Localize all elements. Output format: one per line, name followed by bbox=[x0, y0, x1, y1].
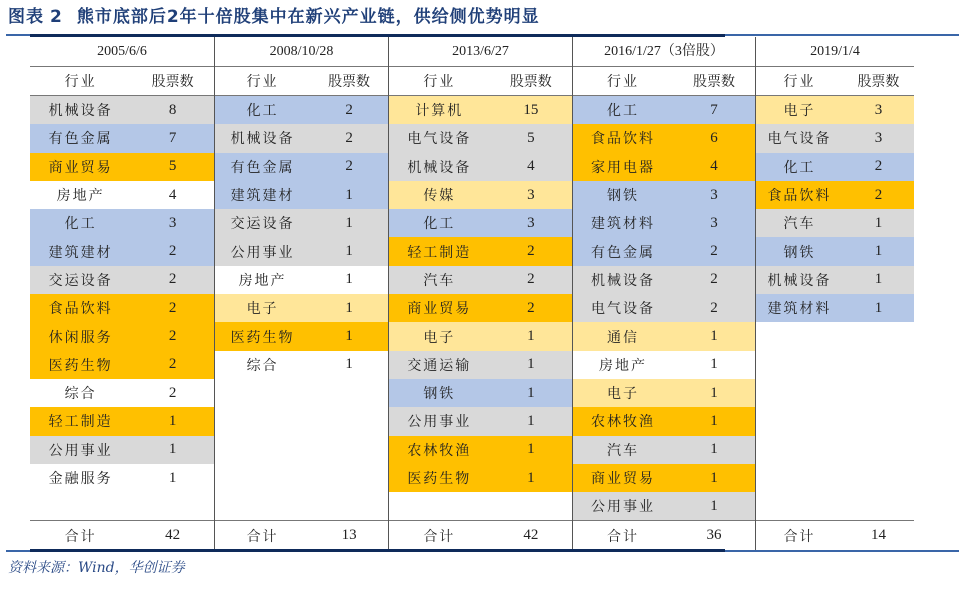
table-row bbox=[756, 266, 914, 294]
table-row bbox=[30, 464, 214, 492]
table-row bbox=[30, 379, 214, 407]
table-row bbox=[756, 294, 914, 322]
stock-count: 3 bbox=[168, 214, 177, 231]
industry-name: 传媒 bbox=[423, 188, 456, 205]
industry-name: 机械设备 bbox=[48, 103, 113, 120]
industry-name: 公用事业 bbox=[48, 442, 113, 459]
total-label: 合计 bbox=[783, 528, 816, 545]
stock-count: 1 bbox=[710, 356, 718, 373]
industry-name: 医药生物 bbox=[407, 471, 472, 487]
stock-count: 1 bbox=[710, 384, 718, 401]
stock-count: 1 bbox=[527, 412, 535, 429]
industry-name: 公用事业 bbox=[591, 499, 656, 516]
stock-count: 2 bbox=[168, 328, 177, 345]
table-row bbox=[215, 294, 388, 322]
industry-name: 建筑材料 bbox=[767, 301, 832, 318]
stock-count: 1 bbox=[168, 469, 177, 486]
stock-count: 5 bbox=[168, 158, 177, 175]
industry-name: 食品饮料 bbox=[591, 131, 656, 148]
stock-count: 4 bbox=[710, 158, 718, 175]
stock-count: 1 bbox=[527, 469, 535, 486]
industry-name: 建筑材料 bbox=[591, 216, 656, 233]
table-row bbox=[30, 351, 214, 379]
period-date: 2005/6/6 bbox=[30, 37, 214, 67]
table-row bbox=[389, 237, 572, 265]
source-note: 资料来源：Wind，华创证券 bbox=[8, 560, 185, 576]
stock-count: 2 bbox=[710, 271, 718, 288]
stock-count: 5 bbox=[527, 129, 535, 146]
table-row bbox=[389, 436, 572, 464]
table-row bbox=[215, 153, 388, 181]
industry-name: 房地产 bbox=[238, 272, 287, 289]
table-row bbox=[30, 153, 214, 181]
stock-count: 6 bbox=[710, 129, 718, 146]
stock-count: 1 bbox=[345, 214, 353, 231]
count-header: 股票数 bbox=[693, 74, 736, 90]
total-label: 合计 bbox=[423, 528, 456, 545]
table-row bbox=[573, 96, 755, 124]
industry-header: 行业 bbox=[423, 74, 456, 90]
period-date: 2016/1/27（3倍股） bbox=[573, 37, 755, 67]
industry-name: 通信 bbox=[607, 329, 640, 346]
industry-name: 化工 bbox=[423, 216, 456, 233]
industry-name: 有色金属 bbox=[230, 159, 295, 176]
stock-count: 1 bbox=[345, 328, 353, 345]
stock-count: 7 bbox=[710, 101, 718, 118]
table-row bbox=[30, 294, 214, 322]
stock-count: 2 bbox=[874, 158, 883, 175]
stock-count: 1 bbox=[874, 299, 883, 316]
stock-count: 2 bbox=[168, 384, 177, 401]
figure-title bbox=[8, 4, 540, 30]
table-row bbox=[573, 407, 755, 435]
ten-bagger-table bbox=[30, 37, 914, 550]
industry-name: 商业贸易 bbox=[407, 301, 472, 318]
industry-name: 农林牧渔 bbox=[407, 442, 472, 459]
total-label: 合计 bbox=[607, 528, 640, 545]
stock-count: 2 bbox=[168, 299, 177, 316]
period-date: 2013/6/27 bbox=[389, 37, 572, 67]
stock-count: 1 bbox=[168, 412, 177, 429]
industry-name: 医药生物 bbox=[48, 357, 113, 374]
table-row bbox=[389, 153, 572, 181]
count-header: 股票数 bbox=[151, 74, 194, 90]
table-row bbox=[573, 124, 755, 152]
industry-name: 房地产 bbox=[599, 357, 648, 374]
industry-name: 电气设备 bbox=[767, 131, 832, 148]
figure-label: 图表 bbox=[8, 7, 44, 27]
industry-name: 汽车 bbox=[607, 442, 640, 459]
table-row bbox=[573, 153, 755, 181]
total-row bbox=[756, 520, 914, 550]
stock-count: 2 bbox=[527, 299, 535, 316]
industry-name: 钢铁 bbox=[783, 244, 816, 261]
stock-count: 1 bbox=[710, 469, 718, 486]
table-row bbox=[215, 96, 388, 124]
table-row bbox=[756, 181, 914, 209]
stock-count: 8 bbox=[168, 101, 177, 118]
stock-count: 1 bbox=[710, 328, 718, 345]
stock-count: 2 bbox=[168, 243, 177, 260]
stock-count: 4 bbox=[527, 158, 535, 175]
stock-count: 1 bbox=[527, 441, 535, 458]
stock-count: 3 bbox=[874, 129, 883, 146]
stock-count: 2 bbox=[345, 129, 353, 146]
industry-name: 汽车 bbox=[783, 216, 816, 233]
column-header-row bbox=[389, 67, 572, 96]
stock-count: 1 bbox=[874, 214, 883, 231]
table-row bbox=[215, 124, 388, 152]
total-label: 合计 bbox=[246, 528, 279, 545]
table-row bbox=[573, 464, 755, 492]
stock-count: 2 bbox=[168, 271, 177, 288]
period-panel bbox=[30, 37, 215, 550]
stock-count: 4 bbox=[168, 186, 177, 203]
industry-name: 钢铁 bbox=[423, 386, 456, 403]
industry-name: 商业贸易 bbox=[48, 159, 113, 176]
table-row bbox=[756, 124, 914, 152]
industry-name: 有色金属 bbox=[591, 244, 656, 261]
stock-count: 2 bbox=[345, 101, 353, 118]
table-row bbox=[573, 294, 755, 322]
table-row bbox=[389, 181, 572, 209]
period-panel bbox=[573, 37, 756, 550]
industry-name: 机械设备 bbox=[407, 159, 472, 176]
total-value: 13 bbox=[341, 527, 357, 543]
industry-name: 交运设备 bbox=[48, 272, 113, 289]
stock-count: 1 bbox=[874, 243, 883, 260]
industry-name: 家用电器 bbox=[591, 159, 656, 176]
stock-count: 7 bbox=[168, 129, 177, 146]
stock-count: 2 bbox=[874, 186, 883, 203]
table-row bbox=[389, 379, 572, 407]
industry-name: 公用事业 bbox=[407, 414, 472, 431]
stock-count: 2 bbox=[527, 271, 535, 288]
column-header-row bbox=[573, 67, 755, 96]
table-row bbox=[389, 209, 572, 237]
industry-name: 房地产 bbox=[56, 188, 105, 205]
stock-count: 1 bbox=[527, 328, 535, 345]
table-row bbox=[573, 436, 755, 464]
period-date: 2008/10/28 bbox=[215, 37, 388, 67]
stock-count: 1 bbox=[710, 497, 718, 514]
table-row bbox=[573, 266, 755, 294]
industry-name: 电气设备 bbox=[407, 131, 472, 148]
table-row bbox=[389, 407, 572, 435]
stock-count: 1 bbox=[345, 356, 353, 373]
table-row bbox=[215, 322, 388, 350]
stock-count: 3 bbox=[874, 101, 883, 118]
stock-count: 2 bbox=[527, 243, 535, 260]
total-value: 42 bbox=[165, 527, 181, 543]
industry-name: 化工 bbox=[64, 216, 97, 233]
industry-name: 钢铁 bbox=[607, 188, 640, 205]
industry-name: 建筑建材 bbox=[48, 244, 113, 261]
stock-count: 1 bbox=[345, 243, 353, 260]
table-row bbox=[389, 96, 572, 124]
table-row bbox=[30, 209, 214, 237]
stock-count: 2 bbox=[710, 299, 718, 316]
stock-count: 2 bbox=[168, 356, 177, 373]
table-row bbox=[573, 492, 755, 520]
table-row bbox=[573, 322, 755, 350]
stock-count: 1 bbox=[345, 271, 353, 288]
table-row bbox=[756, 237, 914, 265]
stock-count: 2 bbox=[345, 158, 353, 175]
table-row bbox=[756, 96, 914, 124]
industry-header: 行业 bbox=[246, 74, 279, 90]
table-row bbox=[389, 266, 572, 294]
total-row bbox=[215, 520, 388, 550]
stock-count: 3 bbox=[527, 214, 535, 231]
table-row bbox=[573, 209, 755, 237]
industry-name: 电子 bbox=[423, 329, 456, 346]
industry-name: 交通运输 bbox=[407, 357, 472, 374]
industry-name: 化工 bbox=[607, 103, 640, 120]
industry-name: 建筑建材 bbox=[230, 188, 295, 205]
stock-count: 1 bbox=[527, 356, 535, 373]
total-row bbox=[573, 520, 755, 550]
industry-name: 化工 bbox=[246, 103, 279, 120]
table-row bbox=[30, 96, 214, 124]
stock-count: 3 bbox=[710, 186, 718, 203]
industry-header: 行业 bbox=[783, 74, 816, 90]
industry-name: 电气设备 bbox=[591, 301, 656, 318]
table-row bbox=[573, 181, 755, 209]
table-row bbox=[30, 266, 214, 294]
table-row bbox=[30, 237, 214, 265]
column-header-row bbox=[215, 67, 388, 96]
industry-name: 化工 bbox=[783, 159, 816, 176]
count-header: 股票数 bbox=[328, 74, 371, 90]
industry-name: 机械设备 bbox=[767, 272, 832, 289]
industry-name: 农林牧渔 bbox=[591, 414, 656, 431]
table-row bbox=[30, 181, 214, 209]
stock-count: 2 bbox=[710, 243, 718, 260]
table-row bbox=[389, 351, 572, 379]
industry-name: 轻工制造 bbox=[407, 244, 472, 261]
table-row bbox=[215, 266, 388, 294]
table-row bbox=[389, 322, 572, 350]
industry-name: 综合 bbox=[246, 357, 279, 374]
stock-count: 3 bbox=[527, 186, 535, 203]
industry-name: 食品饮料 bbox=[767, 188, 832, 205]
industry-header: 行业 bbox=[607, 74, 640, 90]
industry-name: 电子 bbox=[783, 103, 816, 120]
industry-name: 机械设备 bbox=[591, 272, 656, 289]
industry-name: 综合 bbox=[64, 386, 97, 403]
total-row bbox=[389, 520, 572, 550]
industry-name: 电子 bbox=[246, 301, 279, 318]
industry-name: 公用事业 bbox=[230, 244, 295, 261]
table-row bbox=[389, 124, 572, 152]
table-row bbox=[215, 351, 388, 379]
stock-count: 1 bbox=[168, 441, 177, 458]
industry-name: 交运设备 bbox=[230, 216, 295, 233]
stock-count: 15 bbox=[523, 101, 539, 118]
stock-count: 1 bbox=[874, 271, 883, 288]
table-row bbox=[389, 464, 572, 492]
period-date: 2019/1/4 bbox=[756, 37, 914, 67]
table-row bbox=[756, 209, 914, 237]
column-header-row bbox=[756, 67, 914, 96]
industry-name: 机械设备 bbox=[230, 131, 295, 148]
table-row bbox=[215, 181, 388, 209]
total-value: 36 bbox=[706, 527, 722, 543]
stock-count: 1 bbox=[527, 384, 535, 401]
stock-count: 1 bbox=[710, 441, 718, 458]
industry-name: 有色金属 bbox=[48, 131, 113, 148]
count-header: 股票数 bbox=[509, 74, 552, 90]
industry-header: 行业 bbox=[64, 74, 97, 90]
table-row bbox=[573, 379, 755, 407]
stock-count: 3 bbox=[710, 214, 718, 231]
total-label: 合计 bbox=[64, 528, 97, 545]
table-row bbox=[573, 351, 755, 379]
column-header-row bbox=[30, 67, 214, 96]
industry-name: 计算机 bbox=[415, 103, 464, 120]
total-value: 14 bbox=[870, 527, 886, 543]
stock-count: 1 bbox=[345, 186, 353, 203]
stock-count: 1 bbox=[345, 299, 353, 316]
industry-name: 休闲服务 bbox=[48, 329, 113, 346]
industry-name: 商业贸易 bbox=[591, 471, 656, 487]
period-panel bbox=[215, 37, 389, 550]
industry-name: 汽车 bbox=[423, 272, 456, 289]
industry-name: 食品饮料 bbox=[48, 301, 113, 318]
table-row bbox=[30, 322, 214, 350]
industry-name: 医药生物 bbox=[230, 329, 295, 346]
table-row bbox=[30, 407, 214, 435]
table-row bbox=[573, 237, 755, 265]
table-row bbox=[756, 153, 914, 181]
count-header: 股票数 bbox=[857, 74, 900, 90]
industry-name: 金融服务 bbox=[48, 471, 113, 487]
table-row bbox=[389, 294, 572, 322]
stock-count: 1 bbox=[710, 412, 718, 429]
period-panel bbox=[756, 37, 914, 550]
figure-title-text: 熊市底部后2年十倍股集中在新兴产业链，供给侧优势明显 bbox=[76, 7, 540, 27]
period-panel bbox=[389, 37, 573, 550]
industry-name: 轻工制造 bbox=[48, 414, 113, 431]
bottom-rule-dark bbox=[30, 549, 725, 552]
total-value: 42 bbox=[523, 527, 539, 543]
table-row bbox=[30, 124, 214, 152]
table-row bbox=[215, 237, 388, 265]
table-row bbox=[215, 209, 388, 237]
total-row bbox=[30, 520, 214, 550]
figure-number: 2 bbox=[50, 7, 63, 27]
industry-name: 电子 bbox=[607, 386, 640, 403]
table-row bbox=[30, 436, 214, 464]
